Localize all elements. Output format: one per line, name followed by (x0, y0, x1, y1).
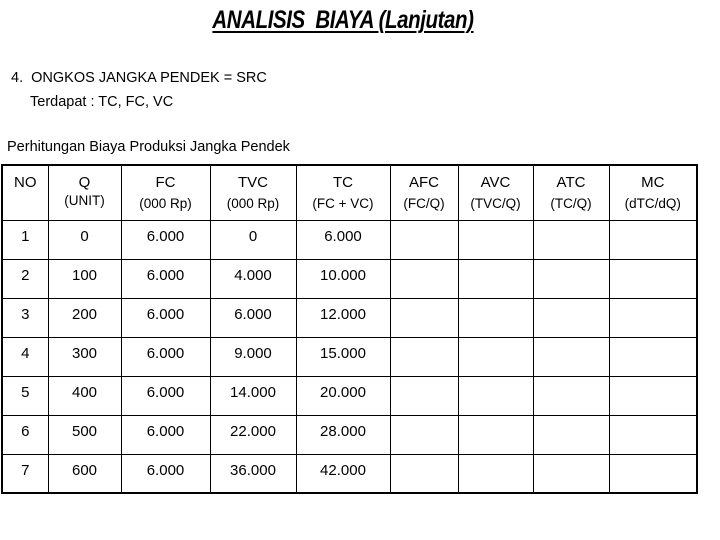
cell-fc: 6.000 (121, 454, 210, 493)
table-row (2, 220, 697, 259)
cell-atc (533, 259, 609, 298)
cell-no: 6 (2, 415, 48, 454)
cell-avc (458, 259, 533, 298)
section-heading: 4. ONGKOS JANGKA PENDEK = SRC (11, 70, 267, 86)
table-row (2, 298, 697, 337)
cell-afc (390, 337, 458, 376)
cell-mc (609, 415, 697, 454)
cell-no: 4 (2, 337, 48, 376)
cell-no: 1 (2, 220, 48, 259)
cell-tvc: 0 (210, 220, 296, 259)
cell-atc (533, 376, 609, 415)
header-sub: (UNIT) (64, 193, 105, 208)
cell-q: 0 (48, 220, 121, 259)
cell-q: 500 (48, 415, 121, 454)
cell-avc (458, 376, 533, 415)
cell-afc (390, 298, 458, 337)
cell-fc: 6.000 (121, 415, 210, 454)
cell-tvc: 22.000 (210, 415, 296, 454)
cell-afc (390, 259, 458, 298)
cell-q: 200 (48, 298, 121, 337)
cell-tc: 15.000 (296, 337, 390, 376)
cost-table (1, 164, 698, 494)
cell-avc (458, 220, 533, 259)
cell-tc: 20.000 (296, 376, 390, 415)
header-afc (390, 165, 458, 220)
cell-tvc: 14.000 (210, 376, 296, 415)
header-sub: (TC/Q) (550, 196, 592, 211)
cell-avc (458, 415, 533, 454)
cell-atc (533, 220, 609, 259)
table-row (2, 454, 697, 493)
table-row (2, 415, 697, 454)
cell-no: 5 (2, 376, 48, 415)
cell-atc (533, 298, 609, 337)
cell-tc: 6.000 (296, 220, 390, 259)
header-fc (121, 165, 210, 220)
cell-mc (609, 298, 697, 337)
table-caption: Perhitungan Biaya Produksi Jangka Pendek (7, 139, 290, 155)
cell-tvc: 6.000 (210, 298, 296, 337)
header-sub: (FC + VC) (312, 196, 374, 211)
cell-tvc: 4.000 (210, 259, 296, 298)
header-sub: (000 Rp) (226, 196, 280, 211)
cell-afc (390, 415, 458, 454)
cell-q: 100 (48, 259, 121, 298)
header-main: Q (78, 174, 91, 191)
header-main: AFC (409, 174, 439, 191)
cell-mc (609, 259, 697, 298)
cell-avc (458, 298, 533, 337)
cell-tc: 10.000 (296, 259, 390, 298)
header-main: NO (14, 174, 37, 191)
cell-q: 300 (48, 337, 121, 376)
header-main: TVC (238, 174, 268, 191)
cell-atc (533, 337, 609, 376)
cell-afc (390, 220, 458, 259)
cell-mc (609, 220, 697, 259)
header-no (2, 165, 48, 220)
header-sub: (TVC/Q) (470, 196, 521, 211)
cell-avc (458, 337, 533, 376)
cell-atc (533, 454, 609, 493)
table-row (2, 376, 697, 415)
header-sub: (000 Rp) (139, 196, 192, 211)
cell-mc (609, 454, 697, 493)
cell-no: 2 (2, 259, 48, 298)
page-title: ANALISIS BIAYA (Lanjutan) (212, 6, 474, 34)
header-q (48, 165, 121, 220)
table-row (2, 337, 697, 376)
cell-mc (609, 376, 697, 415)
header-main: ATC (556, 174, 586, 191)
cell-tc: 42.000 (296, 454, 390, 493)
cell-tc: 12.000 (296, 298, 390, 337)
cell-q: 600 (48, 454, 121, 493)
cell-fc: 6.000 (121, 220, 210, 259)
table-row (2, 259, 697, 298)
cell-fc: 6.000 (121, 298, 210, 337)
cell-q: 400 (48, 376, 121, 415)
cell-tvc: 9.000 (210, 337, 296, 376)
header-mc (609, 165, 697, 220)
header-main: FC (155, 174, 176, 191)
header-main: TC (333, 174, 353, 191)
cell-tvc: 36.000 (210, 454, 296, 493)
cell-afc (390, 454, 458, 493)
cell-no: 3 (2, 298, 48, 337)
cell-tc: 28.000 (296, 415, 390, 454)
header-tc (296, 165, 390, 220)
cell-fc: 6.000 (121, 259, 210, 298)
cell-mc (609, 337, 697, 376)
table-header-row (2, 165, 697, 220)
cell-avc (458, 454, 533, 493)
header-atc (533, 165, 609, 220)
cell-afc (390, 376, 458, 415)
header-main: MC (641, 174, 665, 191)
cell-atc (533, 415, 609, 454)
header-sub: (dTC/dQ) (624, 196, 681, 211)
cell-fc: 6.000 (121, 376, 210, 415)
header-sub: (FC/Q) (403, 196, 445, 211)
header-tvc (210, 165, 296, 220)
cell-no: 7 (2, 454, 48, 493)
header-main: AVC (480, 174, 511, 191)
section-note: Terdapat : TC, FC, VC (30, 94, 174, 110)
cell-fc: 6.000 (121, 337, 210, 376)
header-avc (458, 165, 533, 220)
